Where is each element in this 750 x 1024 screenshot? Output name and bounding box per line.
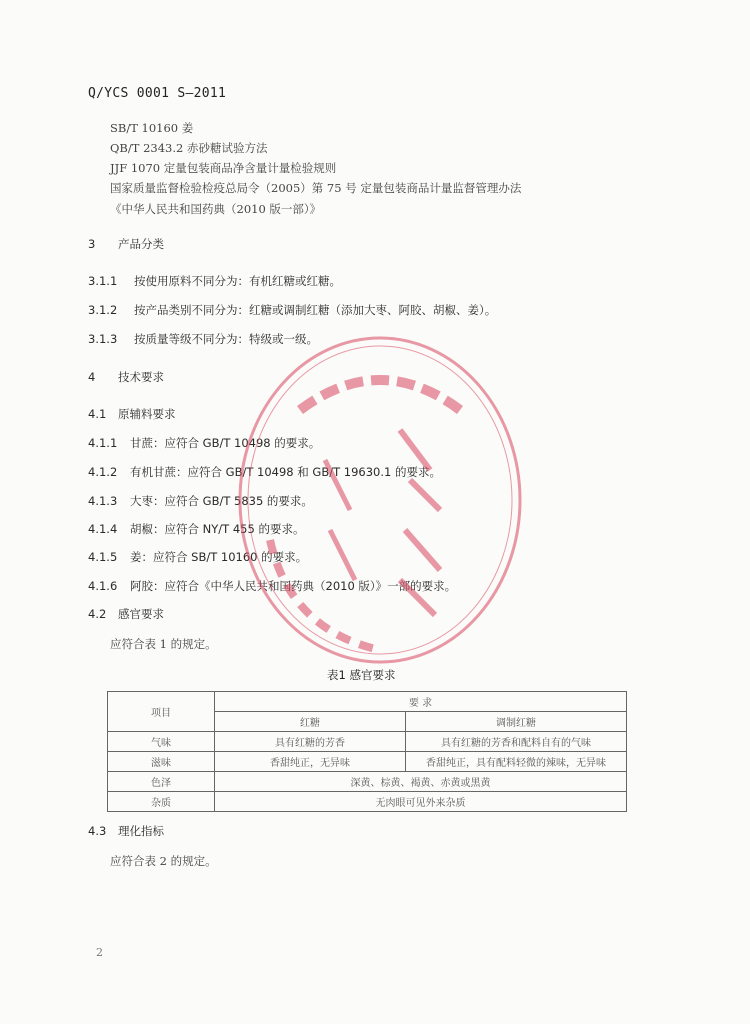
table-row: [108, 752, 627, 772]
clause-text: 按质量等级不同分为：特级或一级。: [134, 332, 318, 346]
section-number: 4: [88, 370, 96, 384]
clause-3-1-2: [88, 302, 496, 318]
sensory-requirements-table: [107, 691, 627, 812]
standard-code-header: Q/YCS 0001 S—2011: [88, 86, 227, 101]
clause-number: 3.1.2: [88, 303, 118, 317]
clause-4-1-6: [88, 578, 456, 594]
clause-text: 按使用原料不同分为：有机红糖或红糖。: [134, 274, 341, 288]
clause-3-1-3: [88, 331, 318, 347]
section-title: 产品分类: [118, 237, 164, 251]
row-merged-value-cell: 深黄、棕黄、褐黄、赤黄或黑黄: [215, 772, 627, 792]
clause-text: 按产品类别不同分为：红糖或调制红糖（添加大枣、阿胶、胡椒、姜）。: [134, 303, 497, 317]
clause-4-2: [88, 606, 164, 622]
section-3-heading: [88, 236, 164, 252]
reference-item: 国家质量监督检验检疫总局令（2005）第 75 号 定量包装商品计量监督管理办法: [110, 181, 522, 195]
clause-text: 大枣：应符合 GB/T 5835 的要求。: [130, 494, 313, 508]
row-value-cell: 香甜纯正，无异味: [215, 752, 406, 772]
clause-number: 4.1: [88, 407, 107, 421]
scan-tick-mark: [42, 0, 46, 5]
clause-3-1-1: [88, 273, 341, 289]
table-2-reference-note: 应符合表 2 的规定。: [110, 854, 217, 868]
clause-text: 感官要求: [118, 607, 164, 621]
row-item-cell: 色泽: [108, 772, 215, 792]
clause-number: 4.1.6: [88, 579, 118, 593]
row-merged-value-cell: 无肉眼可见外来杂质: [215, 792, 627, 812]
clause-4-1-1: [88, 435, 320, 451]
clause-4-1: [88, 406, 176, 422]
clause-number: 4.1.5: [88, 550, 118, 564]
row-value-cell: 具有红糖的芳香和配料自有的气味: [406, 732, 627, 752]
table-row: [108, 732, 627, 752]
table-header-row: [108, 692, 627, 712]
section-title: 技术要求: [118, 370, 164, 384]
subheader-brown-sugar: 红糖: [215, 712, 406, 732]
clause-text: 甘蔗：应符合 GB/T 10498 的要求。: [130, 436, 321, 450]
table-row: [108, 772, 627, 792]
row-value-cell: 香甜纯正，具有配料轻微的辣味，无异味: [406, 752, 627, 772]
section-4-heading: [88, 369, 164, 385]
header-item-cell: 项目: [108, 692, 215, 732]
header-requirement-cell: 要 求: [215, 692, 627, 712]
section-number: 3: [88, 237, 96, 251]
row-item-cell: 气味: [108, 732, 215, 752]
clause-text: 胡椒：应符合 NY/T 455 的要求。: [130, 522, 305, 536]
page-number: 2: [96, 946, 103, 959]
reference-item: JJF 1070 定量包装商品净含量计量检验规则: [110, 161, 337, 175]
row-item-cell: 杂质: [108, 792, 215, 812]
reference-item: QB/T 2343.2 赤砂糖试验方法: [110, 141, 268, 155]
clause-4-1-5: [88, 549, 307, 565]
subheader-blended-brown-sugar: 调制红糖: [406, 712, 627, 732]
row-item-cell: 滋味: [108, 752, 215, 772]
clause-number: 4.1.4: [88, 522, 118, 536]
clause-text: 理化指标: [118, 824, 164, 838]
row-value-cell: 具有红糖的芳香: [215, 732, 406, 752]
table-1-caption: 表1 感官要求: [327, 668, 396, 682]
clause-text: 阿胶：应符合《中华人民共和国药典（2010 版）》一部的要求。: [130, 579, 457, 593]
clause-number: 4.3: [88, 824, 107, 838]
clause-4-1-2: [88, 464, 441, 480]
clause-4-3: [88, 823, 164, 839]
clause-number: 3.1.1: [88, 274, 118, 288]
clause-text: 原辅料要求: [118, 407, 176, 421]
clause-number: 3.1.3: [88, 332, 118, 346]
clause-4-1-4: [88, 521, 304, 537]
table-row: [108, 792, 627, 812]
reference-item: 《中华人民共和国药典（2010 版一部）》: [110, 202, 322, 216]
clause-text: 有机甘蔗：应符合 GB/T 10498 和 GB/T 19630.1 的要求。: [130, 465, 441, 479]
table-1-reference-note: 应符合表 1 的规定。: [110, 637, 217, 651]
clause-number: 4.1.2: [88, 465, 118, 479]
clause-number: 4.1.3: [88, 494, 118, 508]
clause-text: 姜：应符合 SB/T 10160 的要求。: [130, 550, 308, 564]
reference-item: SB/T 10160 姜: [110, 121, 194, 135]
clause-number: 4.2: [88, 607, 107, 621]
clause-number: 4.1.1: [88, 436, 118, 450]
clause-4-1-3: [88, 493, 313, 509]
